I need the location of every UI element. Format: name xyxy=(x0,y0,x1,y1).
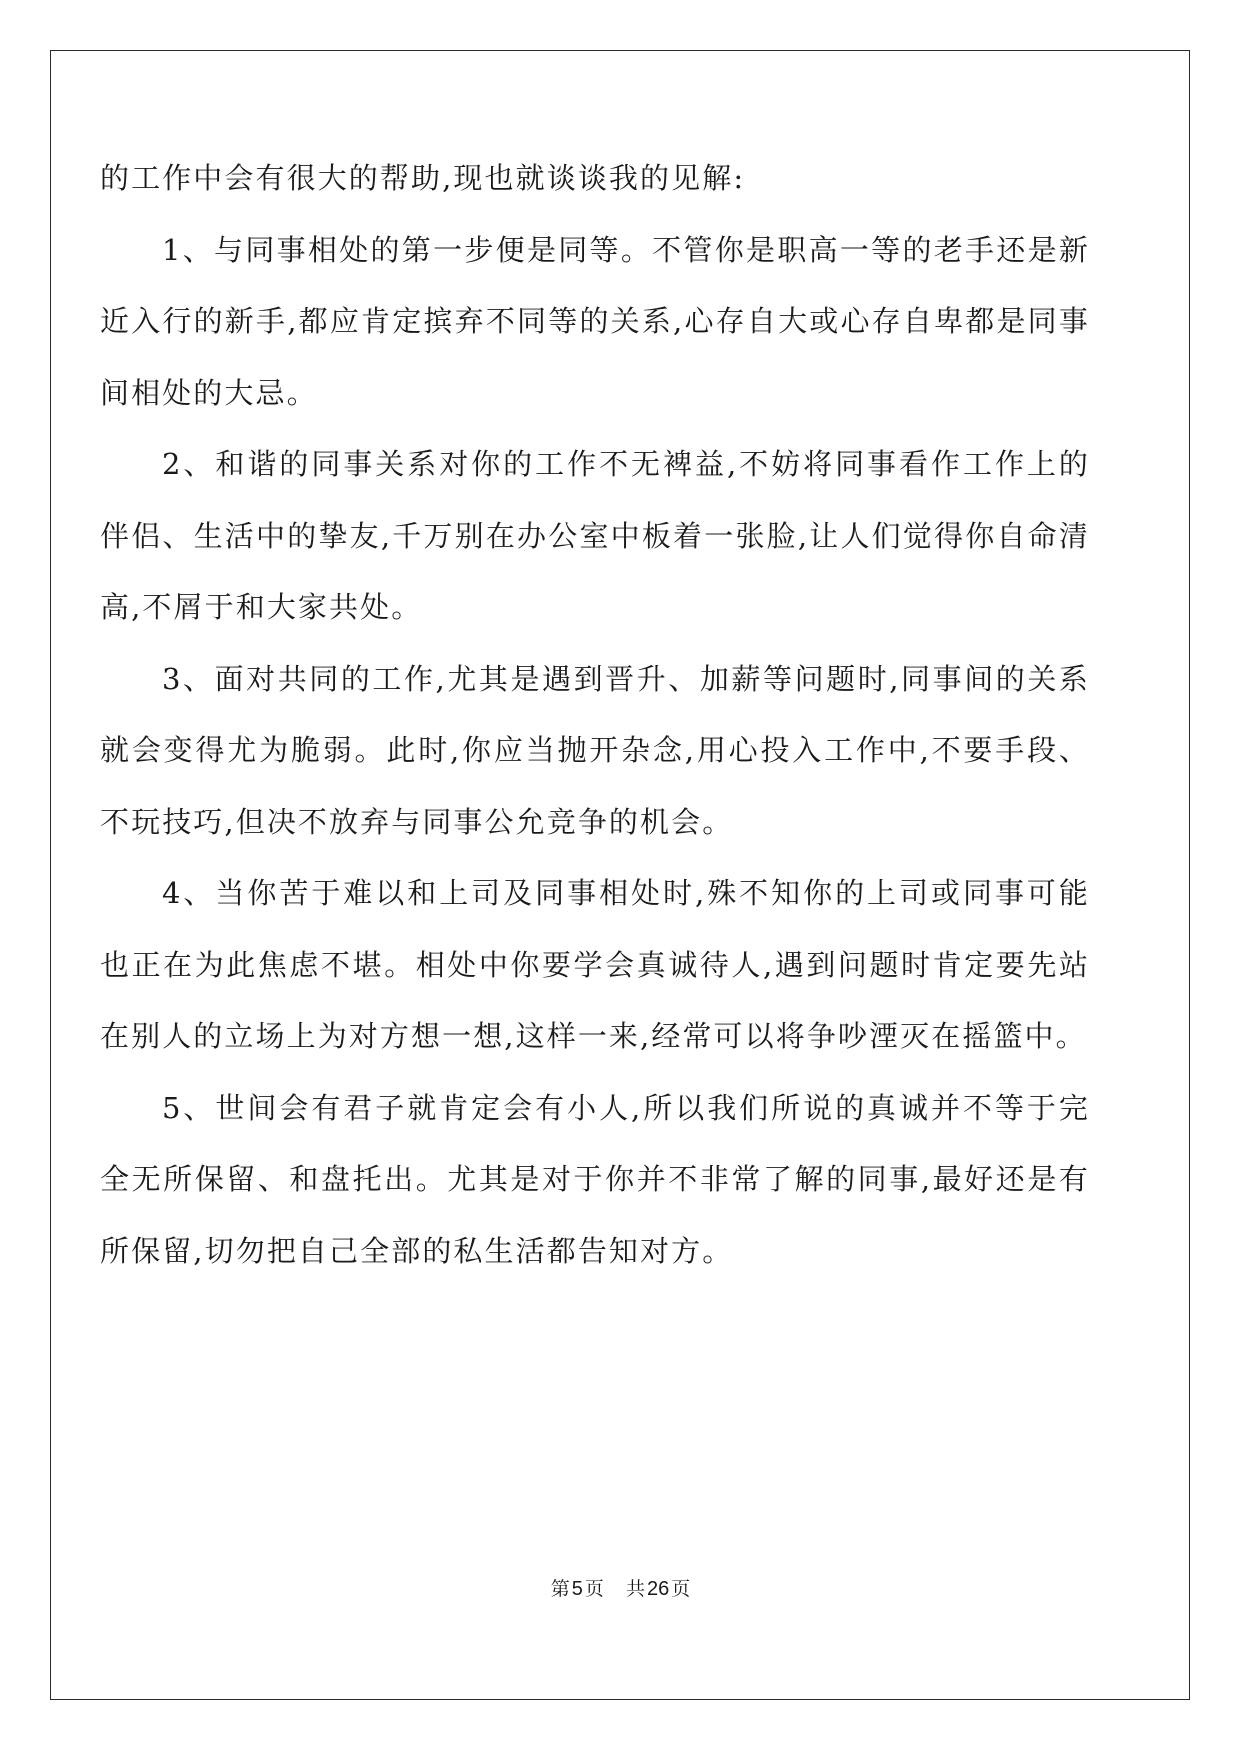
total-page-count: 26 xyxy=(646,1578,670,1600)
paragraph-point-4: 4、当你苦于难以和上司及同事相处时,殊不知你的上司或同事可能也正在为此焦虑不堪。相处中你要学会真诚待人,遇到问题时肯定要先站在别人的立场上为对方想一想,这样一来,经常可以将争吵湮灭在摇篮中。 xyxy=(100,876,1090,1053)
total-suffix: 页 xyxy=(671,1578,691,1600)
paragraph-point-5: 5、世间会有君子就肯定会有小人,所以我们所说的真诚并不等于完全无所保留、和盘托出。尤其是对于你并不非常了解的同事,最好还是有所保留,切勿把自己全部的私生活都告知对方。 xyxy=(100,1090,1090,1268)
current-page-number: 5 xyxy=(571,1578,583,1600)
paragraph-continuation: 的工作中会有很大的帮助,现也就谈谈我的见解: xyxy=(100,161,746,195)
page-number-footer xyxy=(0,1574,1241,1601)
page-prefix: 第 xyxy=(550,1578,570,1600)
page-suffix: 页 xyxy=(584,1578,604,1600)
paragraph-point-1: 1、与同事相处的第一步便是同等。不管你是职高一等的老手还是新近入行的新手,都应肯定摈弃不同等的关系,心存自大或心存自卑都是同事间相处的大忌。 xyxy=(100,232,1090,410)
paragraph-point-3: 3、面对共同的工作,尤其是遇到晋升、加薪等问题时,同事间的关系就会变得尤为脆弱。此时,你应当抛开杂念,用心投入工作中,不要手段、不玩技巧,但决不放弃与同事公允竞争的机会。 xyxy=(100,661,1090,839)
total-prefix: 共 xyxy=(625,1578,645,1600)
paragraph-point-2: 2、和谐的同事关系对你的工作不无裨益,不妨将同事看作工作上的伴侣、生活中的挚友,千万别在办公室中板着一张脸,让人们觉得你自命清高,不屑于和大家共处。 xyxy=(100,447,1090,624)
document-body xyxy=(100,143,1090,1287)
